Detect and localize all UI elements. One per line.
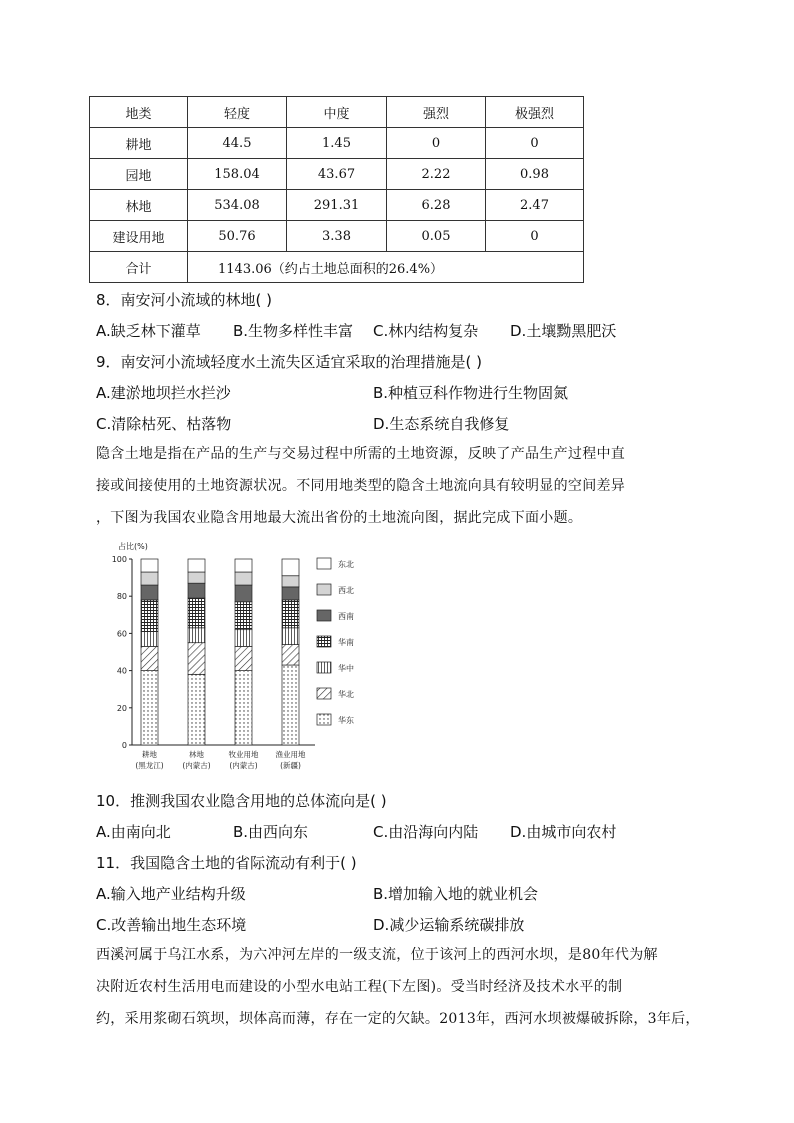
chart-y-tick-label: 100: [111, 555, 127, 564]
table-cell: 1.45: [287, 128, 387, 159]
chart-x-tick-label: (内蒙古): [229, 761, 258, 770]
question-11-option-b[interactable]: B.增加输入地的就业机会: [373, 885, 539, 903]
question-11-stem: 11．我国隐含土地的省际流动有利于( ): [96, 854, 357, 872]
table-cell: 建设用地: [90, 221, 188, 252]
chart-legend-swatch: [317, 688, 331, 699]
chart-y-tick-label: 40: [116, 666, 127, 676]
question-11-option-a[interactable]: A.输入地产业结构升级: [96, 885, 246, 903]
chart-bar-segment: [188, 559, 205, 572]
passage-2-line: 决附近农村生活用电而建设的小型水电站工程(下左图)。受当时经济及技术水平的制: [96, 979, 623, 995]
table-total-value: 1143.06（约占土地总面积的26.4%）: [188, 252, 584, 283]
table-cell: 2.47: [486, 190, 584, 221]
chart-x-tick-label: 林地: [189, 750, 204, 759]
question-10-option-d[interactable]: D.由城市向农村: [510, 823, 617, 841]
chart-legend-label: 东北: [338, 560, 354, 569]
table-cell: 158.04: [188, 159, 287, 190]
chart-x-tick-label: (新疆): [280, 761, 301, 770]
chart-bar-segment: [235, 602, 252, 630]
chart-bar-segment: [282, 645, 299, 665]
table-cell: 43.67: [287, 159, 387, 190]
question-9-option-d[interactable]: D.生态系统自我修复: [373, 415, 510, 433]
table-row: [90, 221, 584, 252]
table-cell: 291.31: [287, 190, 387, 221]
table-cell: 林地: [90, 190, 188, 221]
chart-bar-segment: [141, 559, 158, 572]
passage-1-line: ，下图为我国农业隐含用地最大流出省份的土地流向图，据此完成下面小题。: [96, 510, 583, 526]
chart-bar-segment: [188, 643, 205, 675]
table-header-cell: 极强烈: [486, 97, 584, 128]
chart-bar-segment: [235, 646, 252, 670]
chart-bar-segment: [141, 671, 158, 745]
chart-bar-segment: [235, 671, 252, 745]
chart-legend-swatch: [317, 584, 331, 595]
question-8-stem: 8．南安河小流域的林地( ): [96, 291, 273, 309]
chart-legend-label: 华东: [338, 716, 354, 725]
chart-bar-segment: [188, 572, 205, 583]
chart-bar-segment: [282, 600, 299, 628]
chart-legend-label: 华中: [338, 664, 354, 673]
table-cell: 耕地: [90, 128, 188, 159]
question-10-stem: 10．推测我国农业隐含用地的总体流向是( ): [96, 792, 387, 810]
chart-legend-label: 西北: [338, 586, 354, 595]
table-row: [90, 190, 584, 221]
table-row: [90, 159, 584, 190]
chart-x-tick-label: 牧业用地: [228, 750, 259, 759]
question-8-option-b[interactable]: B.生物多样性丰富: [233, 322, 354, 340]
table-header-row: [90, 97, 584, 128]
chart-bar-segment: [188, 674, 205, 745]
passage-1-line: 隐含土地是指在产品的生产与交易过程中所需的土地资源，反映了产品生产过程中直: [96, 446, 626, 462]
question-9-stem: 9．南安河小流域轻度水土流失区适宜采取的治理措施是( ): [96, 353, 483, 371]
table-cell: 0: [387, 128, 486, 159]
chart-legend-label: 华北: [338, 690, 354, 699]
table-cell: 园地: [90, 159, 188, 190]
chart-bars: [141, 559, 299, 745]
chart-bar-segment: [141, 600, 158, 632]
chart-bar-segment: [188, 583, 205, 598]
table-cell: 50.76: [188, 221, 287, 252]
table-total-row: [90, 252, 584, 283]
question-11-option-d[interactable]: D.减少运输系统碳排放: [373, 916, 525, 934]
table-header-cell: 地类: [90, 97, 188, 128]
chart-bar-segment: [235, 559, 252, 572]
chart-y-axis-title: 占比(%): [118, 542, 148, 551]
question-10-option-b[interactable]: B.由西向东: [233, 823, 309, 841]
table-cell: 0.05: [387, 221, 486, 252]
table-cell: 3.38: [287, 221, 387, 252]
chart-legend-label: 华南: [338, 638, 354, 647]
chart-legend-swatch: [317, 558, 331, 569]
chart-bar-segment: [282, 665, 299, 745]
chart-x-tick-label: 渔业用地: [275, 750, 306, 759]
question-8-option-a[interactable]: A.缺乏林下灌草: [96, 322, 201, 340]
question-10-option-c[interactable]: C.由沿海向内陆: [373, 823, 479, 841]
question-8-option-c[interactable]: C.林内结构复杂: [373, 322, 479, 340]
table-cell: 6.28: [387, 190, 486, 221]
question-11-option-c[interactable]: C.改善输出地生态环境: [96, 916, 247, 934]
chart-bar-segment: [282, 587, 299, 600]
question-9-option-c[interactable]: C.清除枯死、枯落物: [96, 415, 232, 433]
chart-y-tick-label: 80: [116, 592, 127, 602]
chart-bar-segment: [141, 572, 158, 585]
table-header-cell: 轻度: [188, 97, 287, 128]
table-cell: 534.08: [188, 190, 287, 221]
table-cell: 2.22: [387, 159, 486, 190]
chart-bar-segment: [141, 646, 158, 670]
chart-y-tick-label: 60: [116, 629, 127, 639]
chart-y-tick-label: 0: [121, 741, 127, 750]
passage-1-line: 接或间接使用的土地资源状况。不同用地类型的隐含土地流向具有较明显的空间差异: [96, 478, 626, 494]
question-9-option-a[interactable]: A.建淤地坝拦水拦沙: [96, 384, 231, 402]
chart-x-labels: [135, 749, 306, 770]
table-cell: 0: [486, 221, 584, 252]
question-8-option-d[interactable]: D.土壤黝黑肥沃: [510, 322, 617, 340]
chart-bar-segment: [188, 598, 205, 628]
chart-legend: [317, 558, 354, 725]
chart-bar-segment: [282, 559, 299, 576]
table-header-cell: 中度: [287, 97, 387, 128]
chart-bar-segment: [282, 628, 299, 645]
table-cell: 44.5: [188, 128, 287, 159]
chart-bar-segment: [188, 628, 205, 643]
soil-erosion-table: [89, 96, 584, 283]
chart-x-tick-label: (黑龙江): [135, 761, 164, 770]
chart-bar-segment: [141, 585, 158, 600]
table-cell: 0: [486, 128, 584, 159]
chart-bar-segment: [235, 572, 252, 585]
chart-legend-swatch: [317, 610, 331, 621]
table-header-cell: 强烈: [387, 97, 486, 128]
chart-bar-segment: [235, 630, 252, 647]
chart-legend-swatch: [317, 636, 331, 647]
table-row: [90, 128, 584, 159]
table-cell: 0.98: [486, 159, 584, 190]
chart-bar-segment: [141, 632, 158, 647]
chart-bar-segment: [235, 585, 252, 602]
chart-legend-swatch: [317, 662, 331, 673]
chart-bar-segment: [282, 576, 299, 587]
passage-2-line: 约，采用浆砌石筑坝，坝体高而薄，存在一定的欠缺。2013年，西河水坝被爆破拆除，3年后，: [96, 1011, 700, 1027]
question-9-option-b[interactable]: B.种植豆科作物进行生物固氮: [373, 384, 569, 402]
chart-legend-label: 西南: [338, 612, 354, 621]
question-10-option-a[interactable]: A.由南向北: [96, 823, 171, 841]
chart-x-tick-label: 耕地: [142, 750, 157, 759]
table-total-label: 合计: [90, 252, 188, 283]
passage-2-line: 西溪河属于乌江水系，为六冲河左岸的一级支流，位于该河上的西河水坝，是80年代为解: [96, 947, 658, 963]
land-flow-stacked-bar-chart: [110, 537, 380, 777]
chart-x-tick-label: (内蒙古): [182, 761, 211, 770]
chart-legend-swatch: [317, 714, 331, 725]
chart-y-tick-label: 20: [116, 703, 127, 713]
